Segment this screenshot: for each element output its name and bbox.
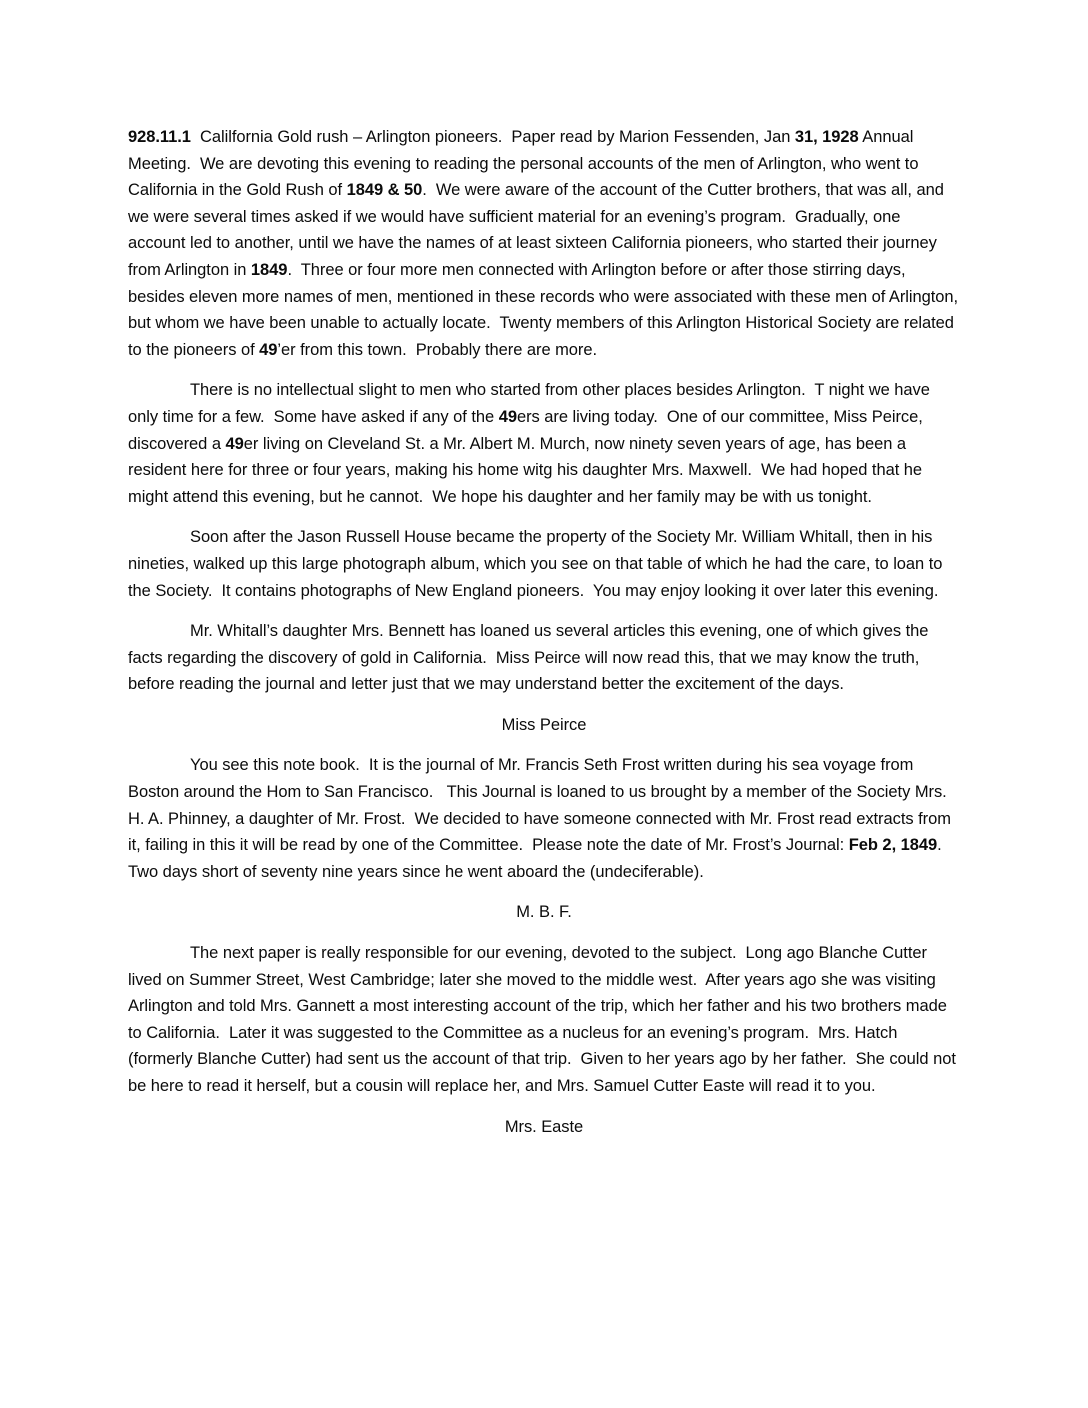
- text-run: ers are living today. One of our committee, Miss Peirce, discovered a: [128, 407, 928, 453]
- bold-text-run: 49: [259, 340, 278, 359]
- text-run: . We were aware of the account of the Cutter brothers, that was all, and we were several times asked if we would have sufficient material for an evening’s program. Gradually, one account led to another, until we have the names of at least sixteen California pioneers, who started their journey from Arlington in: [128, 181, 949, 279]
- text-run: Annual Meeting. We are devoting this evening to reading the personal accounts of the men of Arlington, who went to California in the Gold Rush of: [128, 128, 923, 200]
- bold-text-run: Feb 2, 1849: [848, 836, 938, 855]
- speaker-heading-miss-peirce: Miss Peirce: [501, 715, 587, 734]
- text-run: There is no intellectual slight to men who started from other places besides Arlington. T night we have only time for a few. Some have asked if any of the: [128, 381, 935, 426]
- text-run: The next paper is really responsible for our evening, devoted to the subject. Long ago Blanche Cutter lived on Summer Street, West Cambridge; later she moved to the middle west. After years ago she was visiting Arlington and told Mrs. Gannett a most interesting account of the trip, which her father and his two brothers made to California. Later it was suggested to the Committee as a nucleus for an evening’s program. Mrs. Hatch (formerly Blanche Cutter) had sent us the account of that trip. Given to her years ago by her father. She could not be here to read it herself, but a cousin will replace her, and Mrs. Samuel Cutter Easte will read it to you.: [128, 944, 961, 1095]
- paragraph-photograph-album: [128, 524, 960, 604]
- bold-text-run: 928.11.1: [128, 128, 191, 146]
- speaker-heading-mrs-easte: Mrs. Easte: [504, 1117, 584, 1136]
- paragraph-frost-journal: [128, 752, 960, 885]
- paragraph-intro-catalog-928-11-1: [128, 124, 963, 363]
- bold-text-run: 1849 & 50: [346, 181, 423, 200]
- text-run: Soon after the Jason Russell House became the property of the Society Mr. William Whitall, then in his nineties, walked up this large photograph album, which you see on that table of which he had the care, to loan to the Society. It contains photographs of New England pioneers. You may enjoy looking it over later this evening.: [128, 528, 947, 600]
- text-run: . Three or four more men connected with Arlington before or after those stirring days, besides eleven more names of men, mentioned in these records who were associated with these men of Arlington, but whom we have been unable to actually locate. Twenty members of this Arlington Historical Society are related to the pioneers of: [128, 260, 963, 359]
- paragraph-bennett-articles: [128, 618, 960, 698]
- paragraph-blanche-cutter-trip: [128, 940, 960, 1100]
- text-run: Calilfornia Gold rush – Arlington pioneers. Paper read by Marion Fessenden, Jan: [190, 128, 795, 146]
- bold-text-run: 49: [225, 434, 244, 453]
- initials-heading-mbf: M. B. F.: [516, 903, 572, 922]
- paragraph-living-49ers: [128, 377, 960, 510]
- text-run: You see this note book. It is the journal of Mr. Francis Seth Frost written during his sea voyage from Boston around the Hom to San Francisco. This Journal is loaned to us brought by a member of the Society Mrs. H. A. Phinney, a daughter of Mr. Frost. We decided to have someone connected with Mr. Frost read extracts from it, failing in this it will be read by one of the Committee. Please note the date of Mr. Frost’s Journal:: [128, 756, 956, 855]
- text-run: er living on Cleveland St. a Mr. Albert M. Murch, now ninety seven years of age, has been a resident here for three or four years, making his home witg his daughter Mrs. Maxwell. We had hoped that he might attend this evening, but he cannot. We hope his daughter and her family may be with us tonight.: [128, 434, 927, 506]
- text-run: . Two days short of seventy nine years since he went aboard the (undeciferable).: [128, 836, 951, 881]
- text-run: Mr. Whitall’s daughter Mrs. Bennett has loaned us several articles this evening, one of which gives the facts regarding the discovery of gold in California. Miss Peirce will now read this, that we may know the truth, before reading the journal and letter just that we may understand better the excitement of the days.: [128, 622, 933, 694]
- bold-text-run: 49: [498, 407, 517, 426]
- text-run: ’er from this town. Probably there are more.: [277, 340, 598, 359]
- bold-text-run: 1849: [250, 260, 288, 279]
- bold-text-run: 31, 1928: [794, 128, 859, 146]
